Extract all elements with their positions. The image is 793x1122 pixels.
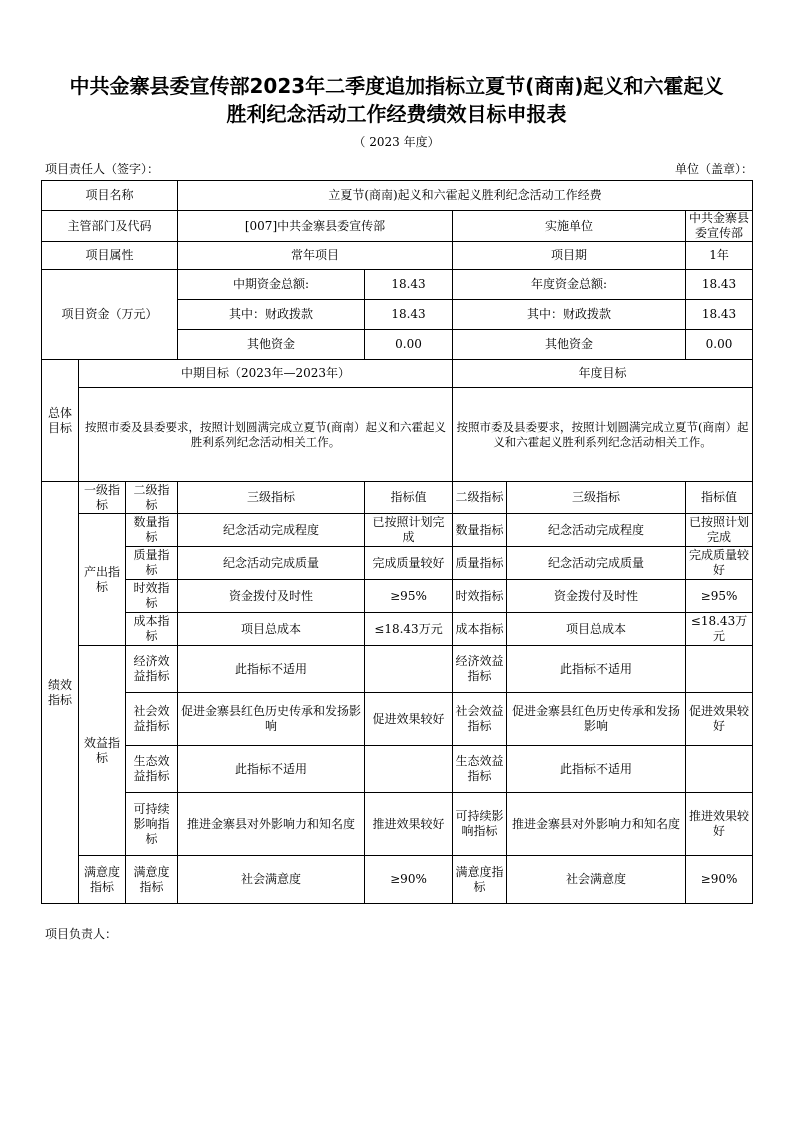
table-row-lvl3-year: 社会满意度 xyxy=(507,856,686,904)
table-row-lvl2: 质量指标 xyxy=(126,547,178,580)
header-level2-year: 二级指标 xyxy=(453,482,507,514)
mid-total-label: 中期资金总额: xyxy=(178,270,365,300)
mid-other-value: 0.00 xyxy=(365,330,453,360)
year-other-value: 0.00 xyxy=(686,330,753,360)
table-row-lvl2: 成本指标 xyxy=(126,613,178,646)
header-value-year: 指标值 xyxy=(686,482,753,514)
year-total-value: 18.43 xyxy=(686,270,753,300)
title-line-1: 中共金寨县委宣传部2023年二季度追加指标立夏节(商南)起义和六霍起义 xyxy=(69,74,724,98)
table-row-lvl2-year: 可持续影响指标 xyxy=(453,793,507,856)
year-goal-header: 年度目标 xyxy=(453,360,753,388)
table-row-lvl2-year: 数量指标 xyxy=(453,514,507,547)
table-row-lvl2: 生态效益指标 xyxy=(126,746,178,793)
project-funds-label-text: 项目资金（万元） xyxy=(61,307,158,321)
year-fiscal-label: 其中：财政拨款 xyxy=(453,300,686,330)
project-attr-label: 项目属性 xyxy=(42,242,178,270)
table-row-lvl2-year: 时效指标 xyxy=(453,580,507,613)
table-row-lvl3: 资金拨付及时性 xyxy=(178,580,365,613)
performance-target-table xyxy=(41,180,753,904)
header-level2-mid: 二级指标 xyxy=(126,482,178,514)
title-line-2: 胜利纪念活动工作经费绩效目标申报表 xyxy=(226,102,567,126)
year-fiscal-value: 18.43 xyxy=(686,300,753,330)
mid-other-label: 其他资金 xyxy=(178,330,365,360)
project-period-value: 1年 xyxy=(686,242,753,270)
table-row-lvl2: 可持续影响指标 xyxy=(126,793,178,856)
table-row-lvl2: 满意度指标 xyxy=(126,856,178,904)
table-row-value xyxy=(365,646,453,693)
project-name-value: 立夏节(商南)起义和六霍起义胜利纪念活动工作经费 xyxy=(178,181,753,211)
table-row-lvl3: 此指标不适用 xyxy=(178,746,365,793)
table-row-value-year: 完成质量较好 xyxy=(686,547,753,580)
header-level3-mid: 三级指标 xyxy=(178,482,365,514)
table-row-lvl3: 推进金寨县对外影响力和知名度 xyxy=(178,793,365,856)
table-row-value xyxy=(365,746,453,793)
year-other-label: 其他资金 xyxy=(453,330,686,360)
table-row-value: ≥90% xyxy=(365,856,453,904)
table-row-value-year: 已按照计划完成 xyxy=(686,514,753,547)
table-row-value-year: ≤18.43万元 xyxy=(686,613,753,646)
overall-goal-label: 总体目标 xyxy=(42,360,79,482)
table-row-lvl3-year: 项目总成本 xyxy=(507,613,686,646)
table-row-lvl3: 纪念活动完成质量 xyxy=(178,547,365,580)
mid-total-value: 18.43 xyxy=(365,270,453,300)
project-period-label: 项目期 xyxy=(453,242,686,270)
table-row-lvl3-year: 推进金寨县对外影响力和知名度 xyxy=(507,793,686,856)
impl-unit-value: 中共金寨县委宣传部 xyxy=(686,211,753,242)
table-row-lvl3-year: 资金拨付及时性 xyxy=(507,580,686,613)
table-row-value-year xyxy=(686,746,753,793)
impl-unit-label: 实施单位 xyxy=(453,211,686,242)
mid-fiscal-label: 其中：财政拨款 xyxy=(178,300,365,330)
table-row-lvl2: 时效指标 xyxy=(126,580,178,613)
benefit-indicator-label: 效益指标 xyxy=(79,646,126,856)
table-row-lvl2-year: 质量指标 xyxy=(453,547,507,580)
table-row-lvl2: 社会效益指标 xyxy=(126,693,178,746)
table-row-value: 已按照计划完成 xyxy=(365,514,453,547)
table-row-value-year xyxy=(686,646,753,693)
document-title xyxy=(30,72,763,128)
table-row-lvl2-year: 生态效益指标 xyxy=(453,746,507,793)
mid-fiscal-value: 18.43 xyxy=(365,300,453,330)
table-row-lvl2: 经济效益指标 xyxy=(126,646,178,693)
table-row-value: 促进效果较好 xyxy=(365,693,453,746)
project-lead-label: 项目负责人： xyxy=(45,927,118,941)
mid-goal-text: 按照市委及县委要求，按照计划圆满完成立夏节(商南）起义和六霍起义胜利系列纪念活动相关工作。 xyxy=(79,388,453,482)
table-row-lvl2: 数量指标 xyxy=(126,514,178,547)
table-row-lvl3-year: 纪念活动完成质量 xyxy=(507,547,686,580)
header-value-mid: 指标值 xyxy=(365,482,453,514)
table-row-value: ≥95% xyxy=(365,580,453,613)
table-row-value-year: 促进效果较好 xyxy=(686,693,753,746)
output-indicator-label: 产出指标 xyxy=(79,514,126,646)
table-row-lvl2-year: 成本指标 xyxy=(453,613,507,646)
table-row-lvl2-year: 经济效益指标 xyxy=(453,646,507,693)
satisfaction-indicator-label: 满意度指标 xyxy=(79,856,126,904)
unit-seal-label: 单位（盖章）： xyxy=(674,162,753,176)
table-row-value-year: ≥90% xyxy=(686,856,753,904)
header-level3-year: 三级指标 xyxy=(507,482,686,514)
table-row-value: 完成质量较好 xyxy=(365,547,453,580)
table-row-value: ≤18.43万元 xyxy=(365,613,453,646)
table-row-lvl2-year: 社会效益指标 xyxy=(453,693,507,746)
dept-value: [007]中共金寨县委宣传部 xyxy=(178,211,453,242)
table-row-lvl3: 此指标不适用 xyxy=(178,646,365,693)
table-row-lvl3: 促进金寨县红色历史传承和发扬影响 xyxy=(178,693,365,746)
responsible-signature-label: 项目责任人（签字）： xyxy=(45,162,160,176)
table-row-lvl3: 项目总成本 xyxy=(178,613,365,646)
table-row-lvl3-year: 此指标不适用 xyxy=(507,646,686,693)
project-attr-value: 常年项目 xyxy=(178,242,453,270)
table-row-value: 推进效果较好 xyxy=(365,793,453,856)
year-total-label: 年度资金总额: xyxy=(453,270,686,300)
table-row-lvl2-year: 满意度指标 xyxy=(453,856,507,904)
table-row-value-year: ≥95% xyxy=(686,580,753,613)
table-row-value-year: 推进效果较好 xyxy=(686,793,753,856)
header-level1: 一级指标 xyxy=(79,482,126,514)
year-line: （ 2023 年度） xyxy=(353,135,440,149)
table-row-lvl3-year: 纪念活动完成程度 xyxy=(507,514,686,547)
table-row-lvl3-year: 促进金寨县红色历史传承和发扬影响 xyxy=(507,693,686,746)
table-row-lvl3: 纪念活动完成程度 xyxy=(178,514,365,547)
dept-label: 主管部门及代码 xyxy=(42,211,178,242)
project-funds-label xyxy=(42,270,178,360)
performance-indicator-label: 绩效指标 xyxy=(42,482,79,904)
table-row-lvl3: 社会满意度 xyxy=(178,856,365,904)
year-goal-text: 按照市委及县委要求，按照计划圆满完成立夏节(商南）起义和六霍起义胜利系列纪念活动相关工作。 xyxy=(453,388,753,482)
table-row-lvl3-year: 此指标不适用 xyxy=(507,746,686,793)
project-name-label: 项目名称 xyxy=(42,181,178,211)
mid-goal-header: 中期目标（2023年—2023年） xyxy=(79,360,453,388)
